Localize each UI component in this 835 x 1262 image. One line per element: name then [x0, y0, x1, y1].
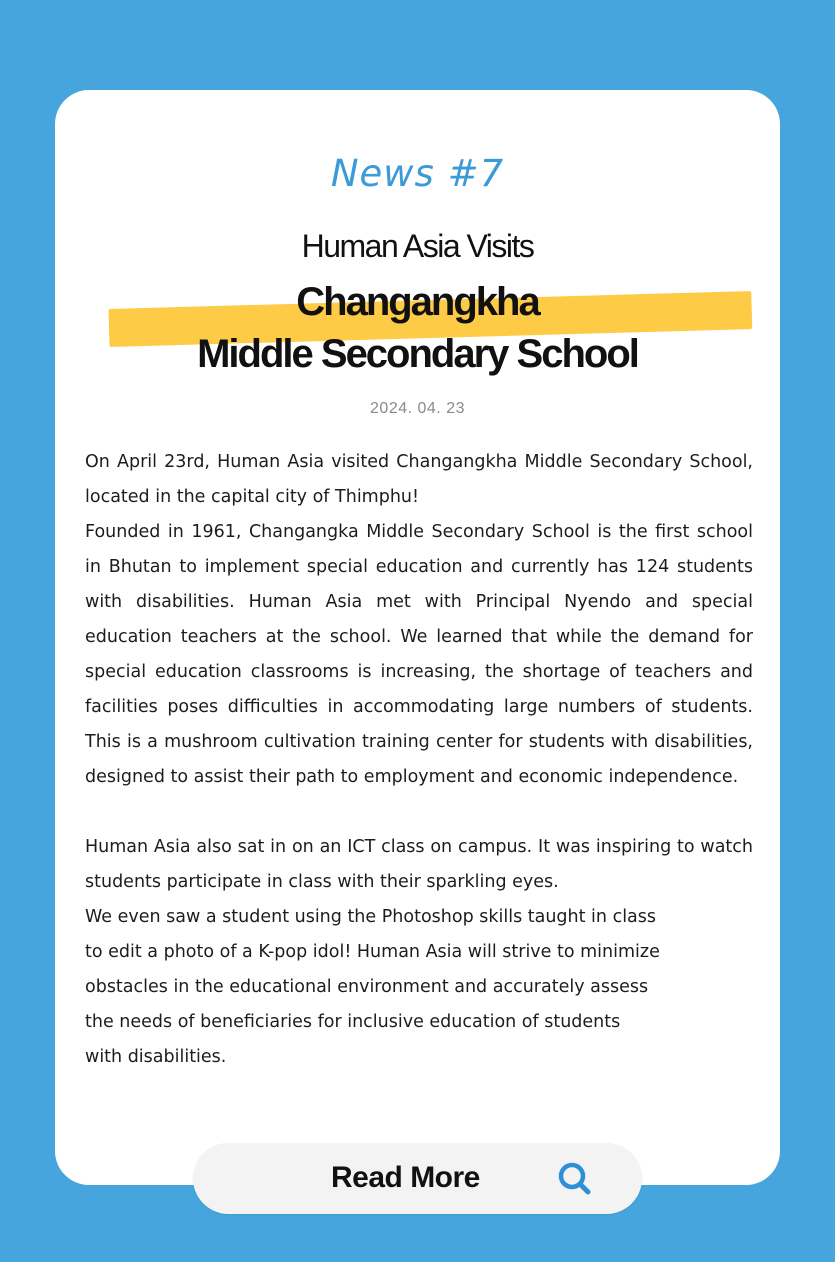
paragraph-line: with disabilities. — [85, 1047, 227, 1067]
paragraph-line: to edit a photo of a K-pop idol! Human Asia will strive to minimize — [85, 942, 660, 962]
news-card — [55, 90, 780, 1185]
read-more-button[interactable] — [193, 1143, 642, 1214]
paragraph-line: We even saw a student using the Photoshop skills taught in class — [85, 907, 657, 927]
paragraph-school-info: Founded in 1961, Changangka Middle Secondary School is the first school in Bhutan to implement special education and currently has 124 students with disabilities. Human Asia met with Principal Nyendo and special education teachers at the school. We learned that while the demand for special education classrooms is increasing, the shortage of teachers and facilities poses difficulties in accommodating large numbers of students. This is a mushroom cultivation training center for students with disabilities, designed to assist their path to employment and economic independence. — [85, 522, 753, 787]
article-subtitle: Human Asia Visits — [301, 228, 534, 264]
read-more-label: Read More — [331, 1161, 480, 1194]
paragraph-ict-class: Human Asia also sat in on an ICT class on campus. It was inspiring to watch students participate in class with their sparkling eyes. — [85, 837, 753, 892]
search-icon — [555, 1159, 595, 1199]
paragraph-line: obstacles in the educational environment and accurately assess — [85, 977, 649, 997]
article-date: 2024. 04. 23 — [370, 400, 465, 417]
news-number-label: News #7 — [330, 152, 505, 195]
article-title — [55, 276, 780, 380]
paragraph-line: the needs of beneficiaries for inclusive education of students — [85, 1012, 621, 1032]
paragraph-spacer — [85, 795, 753, 830]
article-title-line-1: Changangkha — [296, 280, 539, 324]
article-body — [85, 445, 753, 1075]
paragraph-intro: On April 23rd, Human Asia visited Changangkha Middle Secondary School, located in the capital city of Thimphu! — [85, 452, 753, 507]
article-title-line-2: Middle Secondary School — [197, 332, 638, 376]
